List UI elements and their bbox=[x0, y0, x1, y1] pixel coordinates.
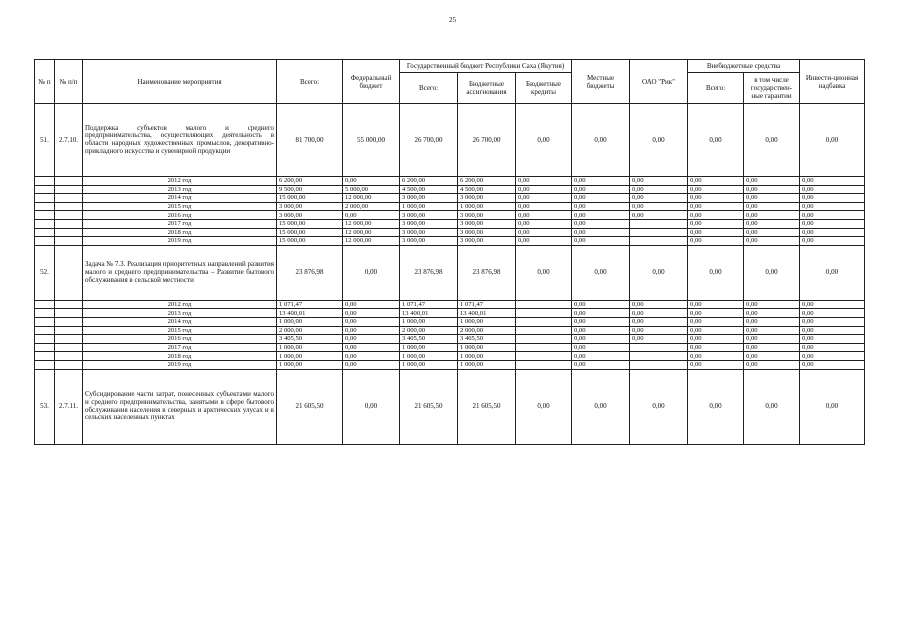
empty-cell bbox=[35, 343, 55, 352]
row-value: 0,00 bbox=[688, 245, 744, 300]
row-value: 0,00 bbox=[572, 245, 630, 300]
year-value: 0,00 bbox=[800, 317, 865, 326]
year-value: 0,00 bbox=[800, 177, 865, 186]
year-value: 0,00 bbox=[572, 194, 630, 203]
row-code bbox=[55, 245, 83, 300]
year-value: 0,00 bbox=[800, 309, 865, 318]
year-value: 0,00 bbox=[572, 360, 630, 369]
year-row bbox=[35, 335, 865, 344]
row-code: 2.7.11. bbox=[55, 369, 83, 444]
year-value: 0,00 bbox=[516, 219, 572, 228]
year-value: 0,00 bbox=[343, 211, 400, 220]
empty-cell bbox=[55, 326, 83, 335]
year-value: 0,00 bbox=[343, 177, 400, 186]
year-value bbox=[630, 360, 688, 369]
year-value: 0,00 bbox=[516, 194, 572, 203]
year-value: 0,00 bbox=[688, 309, 744, 318]
header-off-guarantee: в том числе государствен-ные гарантии bbox=[744, 73, 800, 104]
year-value: 0,00 bbox=[572, 237, 630, 246]
empty-cell bbox=[35, 219, 55, 228]
year-row bbox=[35, 343, 865, 352]
year-value: 13 400,01 bbox=[277, 309, 343, 318]
year-value: 0,00 bbox=[572, 309, 630, 318]
empty-cell bbox=[55, 211, 83, 220]
empty-cell bbox=[55, 237, 83, 246]
year-value bbox=[630, 237, 688, 246]
year-row bbox=[35, 211, 865, 220]
row-value: 26 700,00 bbox=[400, 104, 458, 177]
year-value: 0,00 bbox=[688, 185, 744, 194]
year-value: 0,00 bbox=[516, 228, 572, 237]
year-value: 0,00 bbox=[572, 326, 630, 335]
year-value: 0,00 bbox=[572, 352, 630, 361]
table-row bbox=[35, 104, 865, 177]
year-value: 0,00 bbox=[744, 309, 800, 318]
row-value: 23 876,98 bbox=[277, 245, 343, 300]
year-value: 4 500,00 bbox=[458, 185, 516, 194]
row-value: 21 605,50 bbox=[277, 369, 343, 444]
year-value: 0,00 bbox=[572, 177, 630, 186]
year-label: 2019 год bbox=[83, 237, 277, 246]
year-value: 0,00 bbox=[744, 194, 800, 203]
year-value: 1 000,00 bbox=[400, 343, 458, 352]
row-value: 0,00 bbox=[343, 245, 400, 300]
year-value: 1 000,00 bbox=[458, 360, 516, 369]
year-value: 12 000,00 bbox=[343, 194, 400, 203]
row-value: 23 876,98 bbox=[400, 245, 458, 300]
year-label: 2016 год bbox=[83, 211, 277, 220]
year-value: 0,00 bbox=[744, 202, 800, 211]
year-value: 0,00 bbox=[688, 237, 744, 246]
row-value: 0,00 bbox=[744, 245, 800, 300]
year-value: 6 200,00 bbox=[400, 177, 458, 186]
year-value bbox=[516, 300, 572, 309]
year-value: 13 400,01 bbox=[400, 309, 458, 318]
year-value: 0,00 bbox=[630, 317, 688, 326]
year-value bbox=[516, 343, 572, 352]
year-value: 0,00 bbox=[744, 177, 800, 186]
row-code: 2.7.10. bbox=[55, 104, 83, 177]
empty-cell bbox=[55, 219, 83, 228]
year-value: 1 000,00 bbox=[458, 202, 516, 211]
row-name: Субсидирование части затрат, понесенных субъектами малого и среднего предпринимательства, занятыми в сфере бытового обслуживания населения в северных и арктических улусах и в сельских населенных пунктах bbox=[83, 369, 277, 444]
header-code: № п/п bbox=[55, 60, 83, 104]
year-value: 3 000,00 bbox=[277, 202, 343, 211]
year-value: 12 000,00 bbox=[343, 228, 400, 237]
header-state-budget: Государственный бюджет Республики Саха (Якутия) bbox=[400, 60, 572, 73]
year-row bbox=[35, 194, 865, 203]
header-offbudget: Внебюджетные средства bbox=[688, 60, 800, 73]
empty-cell bbox=[35, 185, 55, 194]
row-value: 0,00 bbox=[800, 104, 865, 177]
year-value: 2 000,00 bbox=[343, 202, 400, 211]
year-value: 0,00 bbox=[800, 185, 865, 194]
year-label: 2017 год bbox=[83, 343, 277, 352]
year-label: 2013 год bbox=[83, 309, 277, 318]
year-label: 2017 год bbox=[83, 219, 277, 228]
year-value: 0,00 bbox=[688, 228, 744, 237]
year-label: 2014 год bbox=[83, 317, 277, 326]
year-value bbox=[516, 335, 572, 344]
empty-cell bbox=[55, 228, 83, 237]
year-row bbox=[35, 309, 865, 318]
year-value: 3 405,50 bbox=[400, 335, 458, 344]
year-value: 0,00 bbox=[800, 194, 865, 203]
year-value: 3 405,50 bbox=[277, 335, 343, 344]
empty-cell bbox=[55, 309, 83, 318]
year-value: 0,00 bbox=[630, 177, 688, 186]
row-value: 0,00 bbox=[744, 104, 800, 177]
year-value: 12 000,00 bbox=[343, 237, 400, 246]
row-value: 21 605,50 bbox=[458, 369, 516, 444]
year-value: 0,00 bbox=[572, 317, 630, 326]
row-value: 0,00 bbox=[688, 104, 744, 177]
year-value: 0,00 bbox=[516, 177, 572, 186]
empty-cell bbox=[35, 237, 55, 246]
year-value: 1 000,00 bbox=[400, 352, 458, 361]
year-value: 15 000,00 bbox=[277, 219, 343, 228]
year-value bbox=[516, 309, 572, 318]
year-row bbox=[35, 219, 865, 228]
year-row bbox=[35, 317, 865, 326]
year-value: 0,00 bbox=[343, 335, 400, 344]
year-row bbox=[35, 352, 865, 361]
year-value: 0,00 bbox=[343, 326, 400, 335]
year-value: 1 000,00 bbox=[277, 352, 343, 361]
page-number: 25 bbox=[449, 16, 456, 24]
empty-cell bbox=[55, 343, 83, 352]
row-value: 23 876,98 bbox=[458, 245, 516, 300]
year-value: 1 000,00 bbox=[400, 317, 458, 326]
year-value: 1 000,00 bbox=[400, 360, 458, 369]
year-value bbox=[630, 219, 688, 228]
year-value: 0,00 bbox=[343, 343, 400, 352]
row-value: 0,00 bbox=[630, 369, 688, 444]
table-row bbox=[35, 369, 865, 444]
row-value: 0,00 bbox=[630, 245, 688, 300]
header-off-total: Всего: bbox=[688, 73, 744, 104]
empty-cell bbox=[35, 309, 55, 318]
empty-cell bbox=[35, 194, 55, 203]
year-value: 0,00 bbox=[800, 202, 865, 211]
year-value: 0,00 bbox=[800, 211, 865, 220]
year-value: 5 000,00 bbox=[343, 185, 400, 194]
year-row bbox=[35, 185, 865, 194]
year-value: 0,00 bbox=[572, 228, 630, 237]
year-value: 1 000,00 bbox=[277, 317, 343, 326]
year-value: 0,00 bbox=[688, 360, 744, 369]
year-value: 0,00 bbox=[630, 300, 688, 309]
header-federal: Федеральный бюджет bbox=[343, 60, 400, 104]
empty-cell bbox=[55, 352, 83, 361]
year-value: 0,00 bbox=[744, 352, 800, 361]
year-value: 0,00 bbox=[800, 352, 865, 361]
row-value: 26 700,00 bbox=[458, 104, 516, 177]
year-row bbox=[35, 237, 865, 246]
year-value: 0,00 bbox=[744, 219, 800, 228]
year-value: 0,00 bbox=[688, 343, 744, 352]
header-name: Наименование мероприятия bbox=[83, 60, 277, 104]
year-value: 0,00 bbox=[516, 211, 572, 220]
year-value: 0,00 bbox=[800, 360, 865, 369]
year-value: 0,00 bbox=[630, 202, 688, 211]
year-value: 0,00 bbox=[688, 326, 744, 335]
year-label: 2014 год bbox=[83, 194, 277, 203]
empty-cell bbox=[35, 177, 55, 186]
year-value: 0,00 bbox=[688, 211, 744, 220]
header-state-alloc: Бюджетные ассигнования bbox=[458, 73, 516, 104]
year-value: 0,00 bbox=[800, 335, 865, 344]
empty-cell bbox=[55, 177, 83, 186]
year-value: 15 000,00 bbox=[277, 228, 343, 237]
year-value bbox=[516, 352, 572, 361]
header-state-total: Всего: bbox=[400, 73, 458, 104]
year-value: 13 400,01 bbox=[458, 309, 516, 318]
row-value: 0,00 bbox=[688, 369, 744, 444]
year-value: 0,00 bbox=[744, 326, 800, 335]
year-value: 3 000,00 bbox=[400, 228, 458, 237]
year-value: 3 000,00 bbox=[458, 194, 516, 203]
empty-cell bbox=[55, 300, 83, 309]
year-value: 0,00 bbox=[800, 237, 865, 246]
year-value: 15 000,00 bbox=[277, 237, 343, 246]
year-value: 0,00 bbox=[744, 360, 800, 369]
year-value: 1 071,47 bbox=[400, 300, 458, 309]
year-value: 0,00 bbox=[630, 326, 688, 335]
year-row bbox=[35, 326, 865, 335]
year-value: 3 000,00 bbox=[458, 237, 516, 246]
year-value bbox=[630, 352, 688, 361]
year-label: 2016 год bbox=[83, 335, 277, 344]
year-value: 0,00 bbox=[688, 300, 744, 309]
year-value: 9 500,00 bbox=[277, 185, 343, 194]
year-value: 0,00 bbox=[630, 211, 688, 220]
empty-cell bbox=[55, 202, 83, 211]
year-value: 0,00 bbox=[744, 335, 800, 344]
year-value: 6 200,00 bbox=[458, 177, 516, 186]
year-value: 0,00 bbox=[744, 343, 800, 352]
empty-cell bbox=[35, 300, 55, 309]
year-value: 15 000,00 bbox=[277, 194, 343, 203]
year-label: 2012 год bbox=[83, 177, 277, 186]
year-value: 0,00 bbox=[516, 185, 572, 194]
year-value: 2 000,00 bbox=[458, 326, 516, 335]
year-value: 1 000,00 bbox=[458, 343, 516, 352]
empty-cell bbox=[55, 185, 83, 194]
row-name: Поддержка субъектов малого и среднего предпринимательства, осуществляющих деятельность в области народных художественных промыслов, декоративно-прикладного искусства и сувенирной продукции bbox=[83, 104, 277, 177]
year-value: 3 405,50 bbox=[458, 335, 516, 344]
header-oao: ОАО "Рик" bbox=[630, 60, 688, 104]
year-value: 0,00 bbox=[572, 343, 630, 352]
year-value: 0,00 bbox=[572, 211, 630, 220]
row-number: 53. bbox=[35, 369, 55, 444]
year-value: 0,00 bbox=[800, 228, 865, 237]
year-label: 2019 год bbox=[83, 360, 277, 369]
year-value bbox=[516, 326, 572, 335]
year-value: 0,00 bbox=[744, 185, 800, 194]
year-value: 0,00 bbox=[688, 202, 744, 211]
year-value: 4 500,00 bbox=[400, 185, 458, 194]
year-value: 0,00 bbox=[343, 360, 400, 369]
row-value: 0,00 bbox=[516, 245, 572, 300]
header-local: Местные бюджеты bbox=[572, 60, 630, 104]
empty-cell bbox=[55, 194, 83, 203]
year-value: 3 000,00 bbox=[458, 228, 516, 237]
row-value: 0,00 bbox=[343, 369, 400, 444]
year-row bbox=[35, 177, 865, 186]
year-value bbox=[516, 317, 572, 326]
year-label: 2018 год bbox=[83, 352, 277, 361]
year-value: 0,00 bbox=[572, 219, 630, 228]
year-value: 0,00 bbox=[343, 309, 400, 318]
header-total: Всего: bbox=[277, 60, 343, 104]
year-value: 0,00 bbox=[688, 335, 744, 344]
row-number: 52. bbox=[35, 245, 55, 300]
year-value: 0,00 bbox=[744, 237, 800, 246]
year-value: 1 000,00 bbox=[277, 360, 343, 369]
row-value: 0,00 bbox=[630, 104, 688, 177]
year-value: 2 000,00 bbox=[400, 326, 458, 335]
empty-cell bbox=[55, 317, 83, 326]
year-value: 0,00 bbox=[630, 335, 688, 344]
row-name: Задача № 7.3. Реализация приоритетных направлений развития малого и среднего предпринимательства – Развитие бытового обслуживания в сельской местности bbox=[83, 245, 277, 300]
year-value: 3 000,00 bbox=[277, 211, 343, 220]
year-value: 0,00 bbox=[688, 317, 744, 326]
row-value: 0,00 bbox=[800, 245, 865, 300]
year-value: 0,00 bbox=[800, 219, 865, 228]
year-value: 0,00 bbox=[630, 194, 688, 203]
row-value: 21 605,50 bbox=[400, 369, 458, 444]
year-value: 3 000,00 bbox=[400, 237, 458, 246]
year-label: 2018 год bbox=[83, 228, 277, 237]
empty-cell bbox=[35, 211, 55, 220]
empty-cell bbox=[55, 335, 83, 344]
row-value: 0,00 bbox=[516, 369, 572, 444]
empty-cell bbox=[35, 360, 55, 369]
year-value: 3 000,00 bbox=[400, 211, 458, 220]
year-value: 1 000,00 bbox=[458, 317, 516, 326]
year-value: 1 000,00 bbox=[400, 202, 458, 211]
year-value: 0,00 bbox=[744, 211, 800, 220]
year-row bbox=[35, 300, 865, 309]
row-value: 0,00 bbox=[572, 104, 630, 177]
row-value: 0,00 bbox=[516, 104, 572, 177]
year-value: 0,00 bbox=[688, 219, 744, 228]
year-value: 2 000,00 bbox=[277, 326, 343, 335]
year-value: 0,00 bbox=[800, 343, 865, 352]
year-value: 0,00 bbox=[800, 326, 865, 335]
empty-cell bbox=[55, 360, 83, 369]
year-value: 0,00 bbox=[630, 185, 688, 194]
budget-table bbox=[34, 59, 865, 445]
header-num: № п bbox=[35, 60, 55, 104]
row-number: 51. bbox=[35, 104, 55, 177]
year-value: 0,00 bbox=[343, 300, 400, 309]
row-value: 0,00 bbox=[800, 369, 865, 444]
header-state-credit: Бюджетные кредиты bbox=[516, 73, 572, 104]
empty-cell bbox=[35, 317, 55, 326]
year-value: 0,00 bbox=[572, 300, 630, 309]
year-value: 3 000,00 bbox=[400, 219, 458, 228]
year-label: 2015 год bbox=[83, 326, 277, 335]
year-value: 0,00 bbox=[744, 228, 800, 237]
row-value: 81 700,00 bbox=[277, 104, 343, 177]
empty-cell bbox=[35, 228, 55, 237]
year-value: 0,00 bbox=[343, 317, 400, 326]
year-label: 2013 год bbox=[83, 185, 277, 194]
year-value: 3 000,00 bbox=[400, 194, 458, 203]
table-row bbox=[35, 245, 865, 300]
year-value bbox=[516, 360, 572, 369]
table-body bbox=[35, 104, 865, 445]
year-value: 0,00 bbox=[516, 237, 572, 246]
year-value: 0,00 bbox=[572, 335, 630, 344]
year-value bbox=[630, 228, 688, 237]
year-value: 0,00 bbox=[688, 177, 744, 186]
empty-cell bbox=[35, 202, 55, 211]
year-row bbox=[35, 202, 865, 211]
empty-cell bbox=[35, 326, 55, 335]
year-value bbox=[630, 343, 688, 352]
year-value: 3 000,00 bbox=[458, 211, 516, 220]
year-value: 0,00 bbox=[343, 352, 400, 361]
year-value: 6 200,00 bbox=[277, 177, 343, 186]
empty-cell bbox=[35, 335, 55, 344]
year-value: 12 000,00 bbox=[343, 219, 400, 228]
year-value: 0,00 bbox=[572, 185, 630, 194]
year-value: 0,00 bbox=[630, 309, 688, 318]
empty-cell bbox=[35, 352, 55, 361]
year-row bbox=[35, 360, 865, 369]
year-value: 0,00 bbox=[688, 194, 744, 203]
year-value: 0,00 bbox=[516, 202, 572, 211]
row-value: 55 000,00 bbox=[343, 104, 400, 177]
year-value: 0,00 bbox=[800, 300, 865, 309]
year-row bbox=[35, 228, 865, 237]
year-label: 2012 год bbox=[83, 300, 277, 309]
row-value: 0,00 bbox=[744, 369, 800, 444]
year-label: 2015 год bbox=[83, 202, 277, 211]
table-header bbox=[35, 60, 865, 104]
year-value: 3 000,00 bbox=[458, 219, 516, 228]
year-value: 1 071,47 bbox=[277, 300, 343, 309]
year-value: 0,00 bbox=[744, 317, 800, 326]
row-value: 0,00 bbox=[572, 369, 630, 444]
year-value: 0,00 bbox=[744, 300, 800, 309]
year-value: 1 071,47 bbox=[458, 300, 516, 309]
year-value: 0,00 bbox=[688, 352, 744, 361]
year-value: 1 000,00 bbox=[277, 343, 343, 352]
year-value: 0,00 bbox=[572, 202, 630, 211]
header-invest: Инвести-ционная надбавка bbox=[800, 60, 865, 104]
year-value: 1 000,00 bbox=[458, 352, 516, 361]
